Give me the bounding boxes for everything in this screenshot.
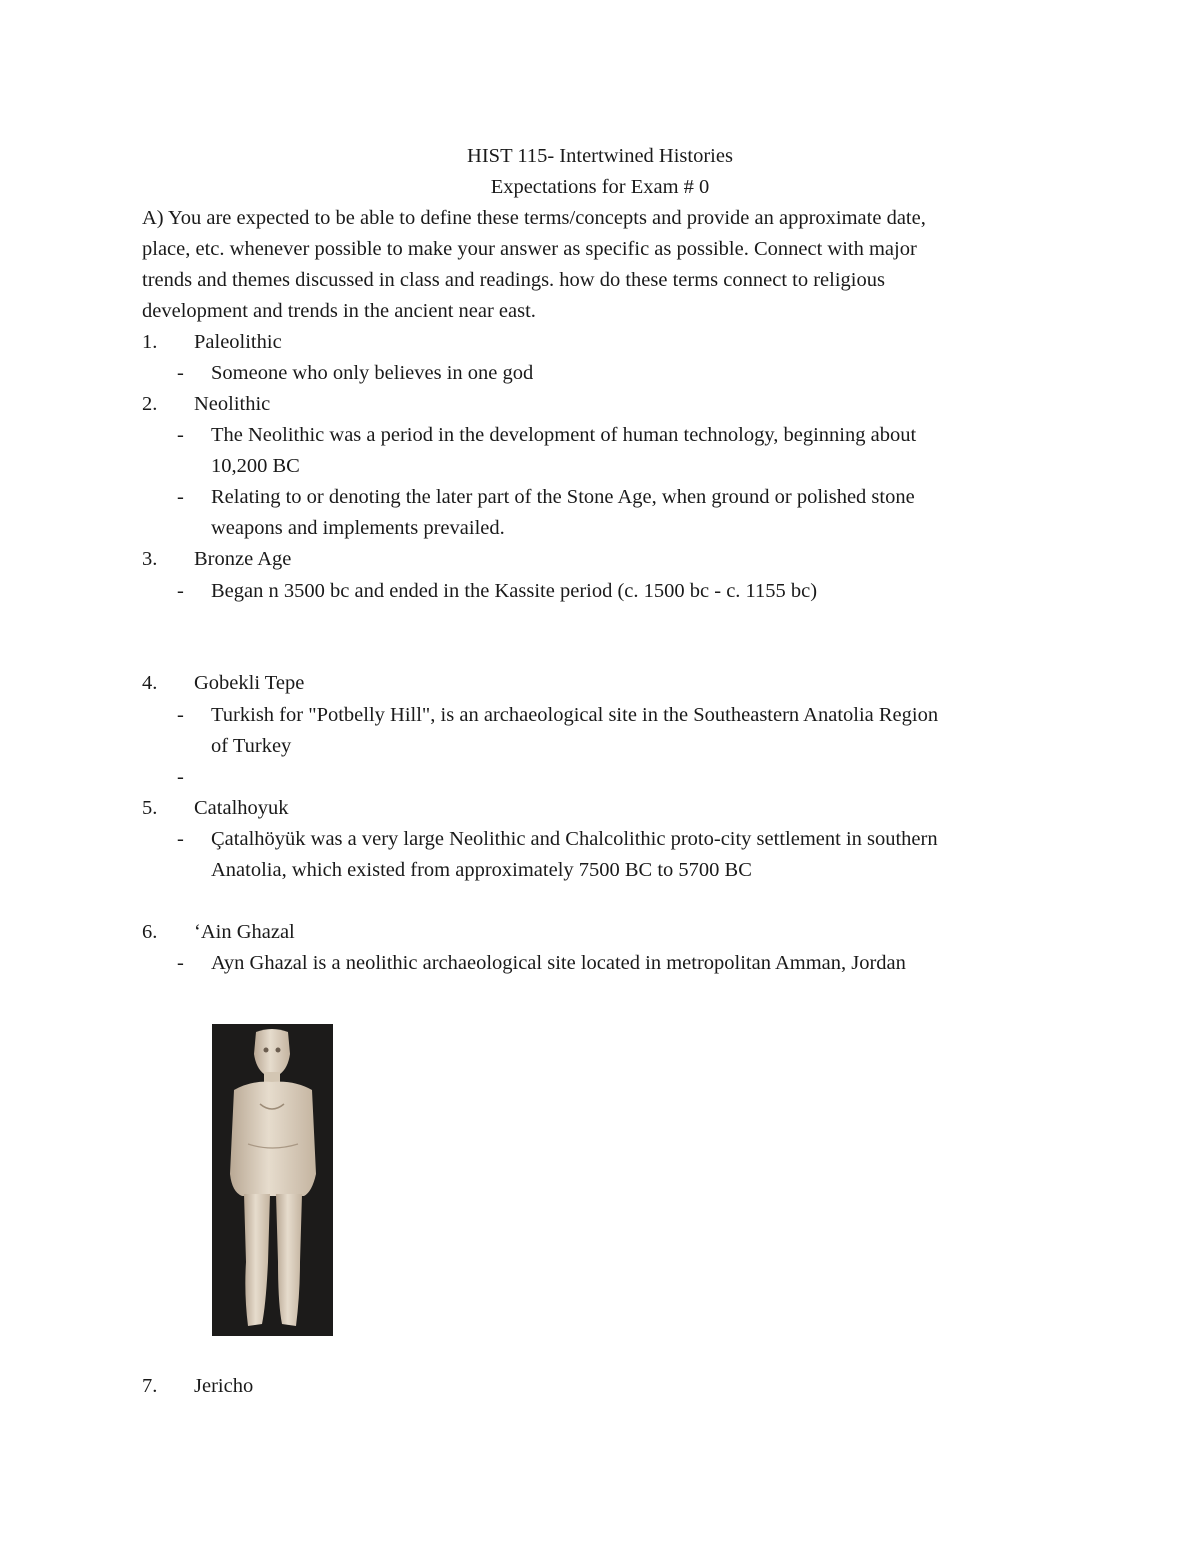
item-note: Ayn Ghazal is a neolithic archaeological site located in metropolitan Amman, Jordan (211, 952, 906, 974)
bullet-dash: - (177, 580, 184, 602)
item-term: Catalhoyuk (194, 797, 289, 819)
item-note-continued: of Turkey (211, 735, 292, 757)
item-number: 7. (142, 1375, 158, 1397)
item-note-continued: weapons and implements prevailed. (211, 517, 505, 539)
bullet-dash: - (177, 828, 184, 850)
bullet-dash: - (177, 704, 184, 726)
item-note: The Neolithic was a period in the development of human technology, beginning about (211, 424, 917, 446)
item-number: 6. (142, 921, 158, 943)
item-term: Jericho (194, 1375, 254, 1397)
ain-ghazal-statue-image (212, 1024, 333, 1336)
item-number: 3. (142, 548, 158, 570)
statue-illustration (212, 1024, 333, 1336)
item-note: Turkish for "Potbelly Hill", is an archaeological site in the Southeastern Anatolia Region (211, 704, 939, 726)
item-term: Neolithic (194, 393, 271, 415)
item-note: Someone who only believes in one god (211, 362, 534, 384)
item-number: 1. (142, 331, 158, 353)
item-term: Bronze Age (194, 548, 292, 570)
item-note: Çatalhöyük was a very large Neolithic and Chalcolithic proto-city settlement in southern (211, 828, 938, 850)
doc-subtitle: Expectations for Exam # 0 (490, 176, 710, 198)
bullet-dash: - (177, 766, 184, 788)
doc-title: HIST 115- Intertwined Histories (467, 145, 733, 167)
item-number: 5. (142, 797, 158, 819)
bullet-dash: - (177, 362, 184, 384)
item-note-continued: 10,200 BC (211, 455, 300, 477)
intro-line: A) You are expected to be able to define these terms/concepts and provide an approximate date, (142, 207, 926, 229)
intro-line: place, etc. whenever possible to make your answer as specific as possible. Connect with major (142, 238, 917, 260)
item-note: Relating to or denoting the later part of the Stone Age, when ground or polished stone (211, 486, 915, 508)
bullet-dash: - (177, 952, 184, 974)
item-number: 2. (142, 393, 158, 415)
item-note-continued: Anatolia, which existed from approximately 7500 BC to 5700 BC (211, 859, 752, 881)
bullet-dash: - (177, 424, 184, 446)
item-term: Paleolithic (194, 331, 282, 353)
item-number: 4. (142, 672, 158, 694)
item-note: Began n 3500 bc and ended in the Kassite period (c. 1500 bc - c. 1155 bc) (211, 580, 818, 602)
intro-line: trends and themes discussed in class and readings. how do these terms connect to religious (142, 269, 885, 291)
item-term: Gobekli Tepe (194, 672, 305, 694)
item-term: ‘Ain Ghazal (194, 921, 295, 943)
intro-line: development and trends in the ancient near east. (142, 300, 536, 322)
bullet-dash: - (177, 486, 184, 508)
